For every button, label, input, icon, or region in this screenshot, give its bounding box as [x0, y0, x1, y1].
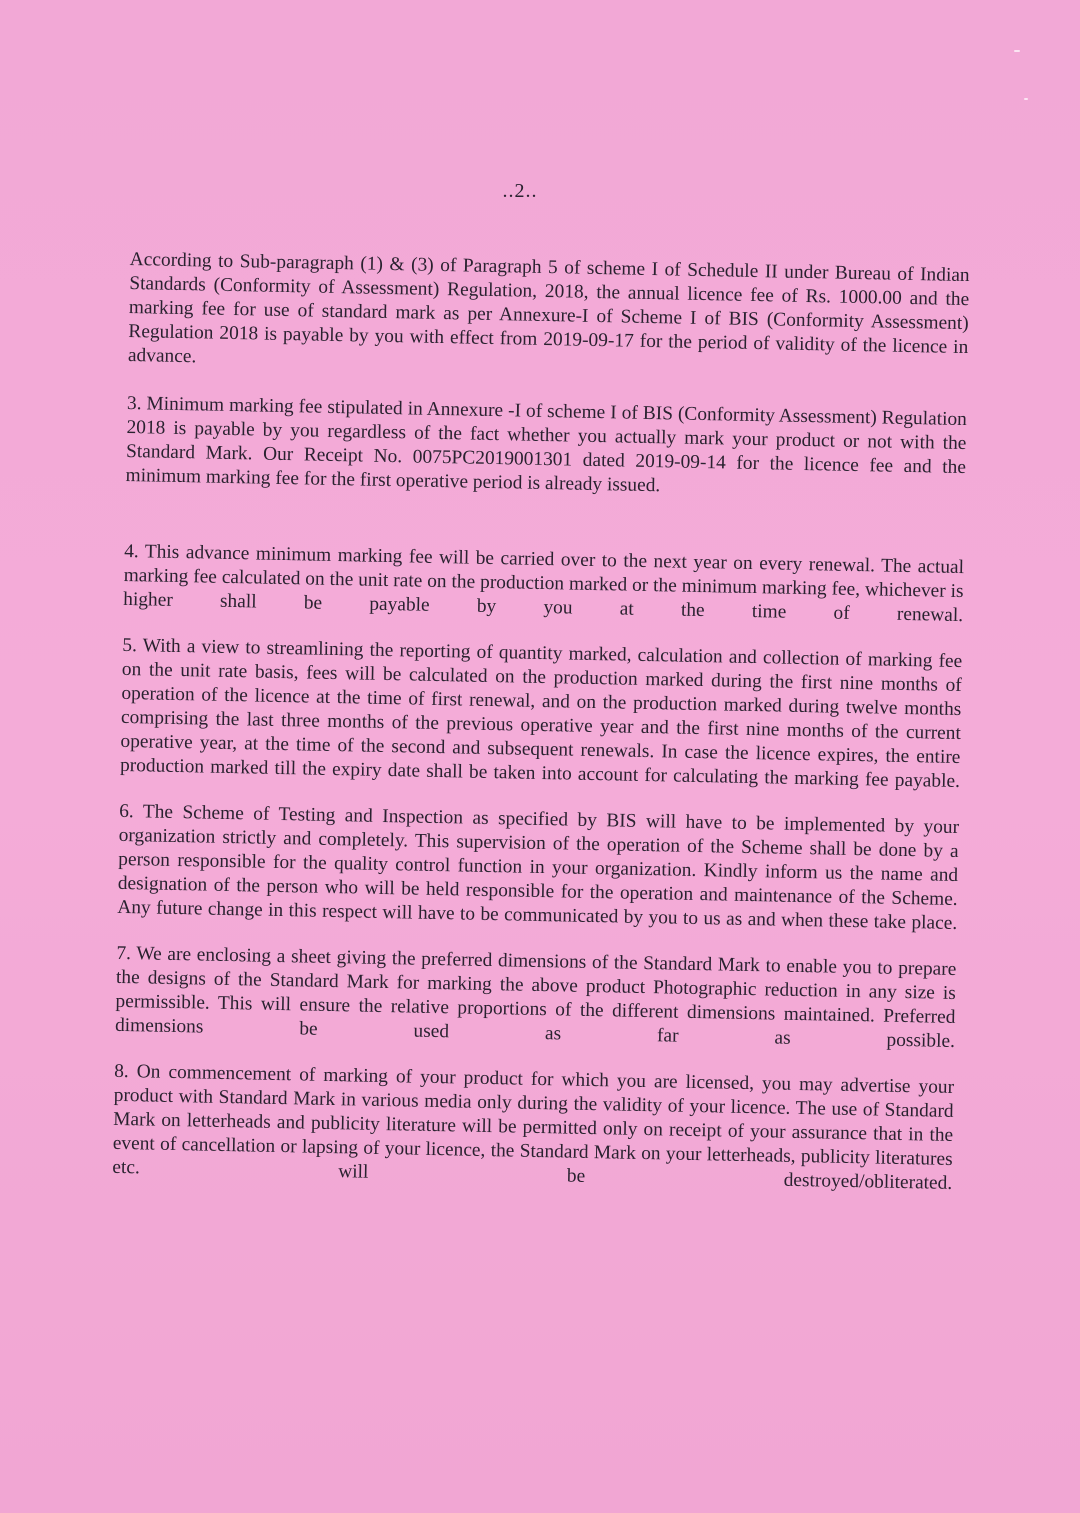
paper-speck: [1014, 50, 1020, 52]
paragraph-licence-fee: According to Sub-paragraph (1) & (3) of Paragraph 5 of scheme I of Schedule II under Bureau of Indian Standards (Conformity of Assessment) Regulation, 2018, the annual licence fee of Rs. 1000.00 and the marking fee for use of standard mark as per Annexure-I of Scheme I of BIS (Conformity Assessment) Regulation 2018 is payable by you with effect from 2019-09-17 for the period of validity of the licence in advance.: [127, 248, 970, 368]
letter-body: [112, 248, 970, 1196]
paragraph-4-advance-fee: 4. This advance minimum marking fee will be carried over to the next year on every renewal. The actual marking fee calculated on the unit rate on the production marked or the minimum marking fee, whichever is higher shall be payable by you at the time of renewal.: [123, 540, 965, 627]
paragraph-3-minimum-marking-fee: 3. Minimum marking fee stipulated in Annexure -I of scheme I of BIS (Conformity Assessment) Regulation 2018 is payable by you regardless of the fact whether you actually mark your product or not with the Standard Mark. Our Receipt No. 0075PC2019001301 dated 2019-09-14 for the licence fee and the minimum marking fee for the first operative period is already issued.: [125, 392, 968, 497]
paragraph-6-scheme-of-testing: 6. The Scheme of Testing and Inspection as specified by BIS will have to be implemented by your organization strictly and completely. This supervision of the operation of the Scheme shall be done by a person responsible for the quality control function in your organization. Kindly inform us the name and designation of the person who will be held responsible for the operation and maintenance of the Scheme. Any future change in this respect will have to be communicated by you to us as and when these take place.: [117, 800, 960, 935]
paragraph-8-advertising: 8. On commencement of marking of your product for which you are licensed, you may advertise your product with Standard Mark in various media only during the validity of your licence. The use of Standard Mark on letterheads and publicity literature will be permitted only on receipt of your assurance that in the event of cancellation or lapsing of your licence, the Standard Mark on your letterheads, publicity literatures etc. will be destroyed/obliterated.: [112, 1060, 955, 1194]
paragraph-7-standard-mark-dimensions: 7. We are enclosing a sheet giving the preferred dimensions of the Standard Mark to enable you to prepare the designs of the Standard Mark for marking the above product Photographic reduction in any size is permissible. This will ensure the relative proportions of the different dimensions maintained. Preferred dimensions be used as far as possible.: [114, 942, 957, 1052]
paragraph-5-fee-calculation: 5. With a view to streamlining the reporting of quantity marked, calculation and collection of marking fee on the unit rate basis, fees will be calculated on the production marked during the first nine months of operation of the licence at the time of first renewal, and on the production marked during twelve months comprising the last three months of the previous operative year and the first nine months of the current operative year, at the time of the second and subsequent renewals. In case the licence expires, the entire production marked till the expiry date shall be taken into account for calculating the marking fee payable.: [119, 634, 963, 793]
paper-speck: [1024, 98, 1028, 100]
page-number: ..2..: [502, 180, 538, 202]
